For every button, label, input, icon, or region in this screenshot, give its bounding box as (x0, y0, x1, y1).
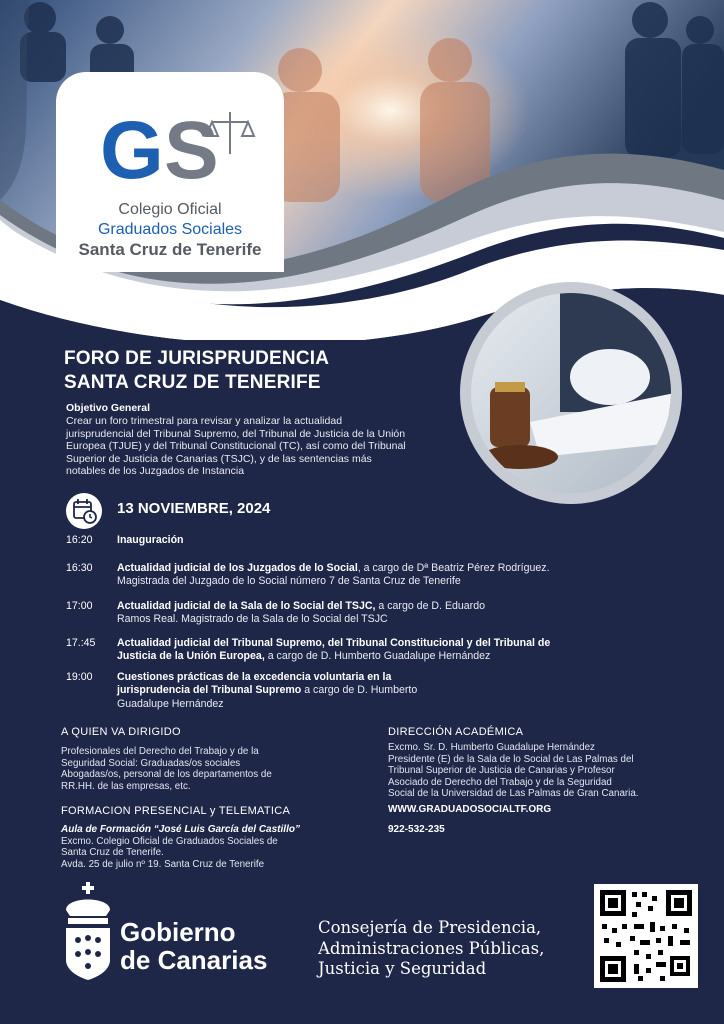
audience-text: Profesionales del Derecho del Trabajo y de la Seguridad Social: Graduadas/os sociales Abogadas/os, personal de los departamentos de RR.HH. de las empresas, etc. (61, 746, 272, 792)
logo-line2: Graduados Sociales (97, 221, 243, 238)
format-heading: FORMACION PRESENCIAL y TELEMATICA (61, 805, 291, 817)
audience-heading: A QUIEN VA DIRIGIDO (61, 726, 181, 738)
department-name: Consejería de Presidencia, Administraciones Públicas, Justicia y Seguridad (318, 918, 545, 978)
qr-code[interactable] (594, 884, 698, 988)
gavel-photo (460, 282, 682, 504)
calendar-icon (66, 493, 102, 529)
phone-number: 922-532-235 (388, 824, 445, 835)
gobierno-logo-text: Gobierno de Canarias (120, 917, 268, 975)
page-title-line1: FORO DE JURISPRUDENCIA (64, 348, 330, 369)
logo-line3: Santa Cruz de Tenerife (78, 240, 262, 259)
format-text: Aula de Formación “José Luis García del Castillo” Excmo. Colegio Oficial de Graduados Sociales de Santa Cruz de Tenerife. Avda. 25 de julio nº 19. Santa Cruz de Tenerife (61, 824, 300, 870)
svg-text:S: S (164, 106, 219, 186)
objective-heading: Objetivo General (66, 402, 151, 414)
direction-text: Excmo. Sr. D. Humberto Guadalupe Hernández Presidente (E) de la Sala de lo Social de Las Palmas del Tribunal Superior de Justicia de Canarias y Profesor Asociado de Derecho del Trabajo y de la Seguridad Social de la Universidad de Las Palmas de Gran Canaria. (388, 742, 639, 800)
gs-logo-mark (100, 106, 260, 186)
objective-text: Crear un foro trimestral para revisar y analizar la actualidad jurisprudencial del Tribunal Supremo, del Tribunal de Justicia de la Unión Europea (TJUE) y del Tribunal Constitucional (TC), así como del Tribunal Superior de Justicia de Canarias (TSJC), y de las sentencias más notables de los Juzgados de Instancia (66, 415, 406, 478)
logo-line1: Colegio Oficial (118, 201, 222, 218)
direction-heading: DIRECCIÓN ACADÉMICA (388, 726, 524, 738)
canarias-crest-icon (60, 882, 116, 982)
website-link[interactable]: WWW.GRADUADOSOCIALTF.ORG (388, 804, 552, 815)
svg-text:G: G (100, 106, 164, 186)
page-title-line2: SANTA CRUZ DE TENERIFE (64, 372, 321, 393)
event-date: 13 NOVIEMBRE, 2024 (117, 500, 271, 517)
